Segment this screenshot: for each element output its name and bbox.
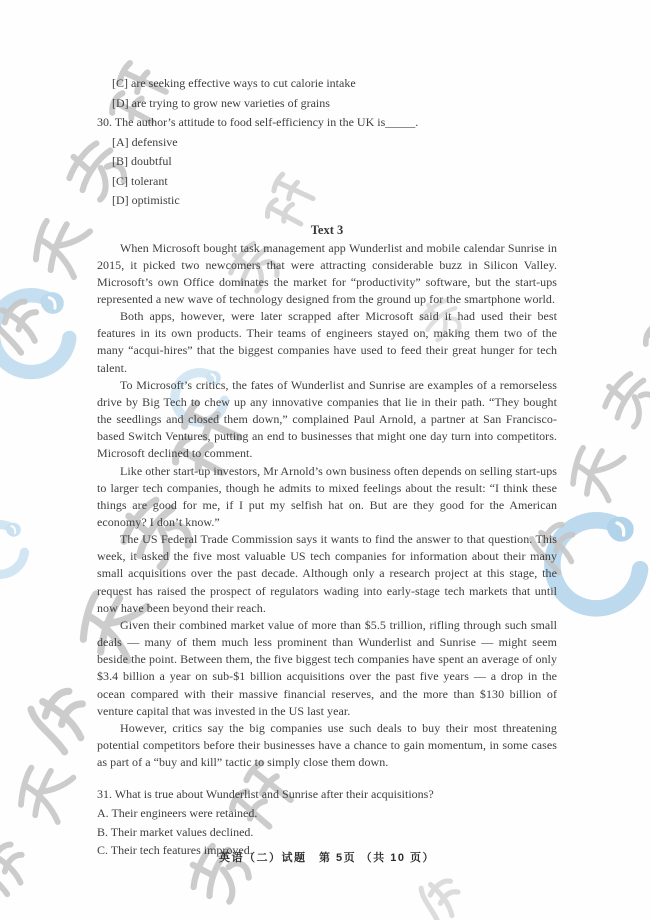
page-footer: 英语（二）试题 第 5页 （共 10 页） [218,852,436,864]
text3-paragraph-3: To Microsoft’s critics, the fates of Wunderlist and Sunrise are examples of a remorseless drive by Big Tech to chew up any innovative companies that lie in their path. “They bought the seedlings and closed them down,” complained Paul Arnold, a partner at San Francisco-based Switch Ventures, putting an end to businesses that might one day turn into competitors. Microsoft declined to comment. [97,377,557,461]
calligraphy-watermark [0,751,83,910]
question30-option-b: [B] doubtful [112,154,172,168]
text3-paragraph-2: Both apps, however, were later scrapped after Microsoft said it had used their best features in its own products. Their teams of engineers stayed on, making them two of the many “acqui-hires” that the biggest companies have used to feed their great hunger for tech talent. [97,309,557,375]
question30-option-d: [D] optimistic [112,193,180,207]
text3-heading: Text 3 [310,222,344,237]
question31-stem: 31. What is true about Wunderlist and Sunrise after their acquisitions? [97,787,434,802]
question29-option-c: [C] are seeking effective ways to cut calorie intake [112,76,356,90]
question30-option-a: [A] defensive [112,134,178,149]
question31-option-b: B. Their market values declined. [97,824,254,839]
question30-stem: 30. The author’s attitude to food self-efficiency in the UK is_____. [97,115,419,129]
question31-option-a: A. Their engineers were retained. [97,806,258,821]
question31-option-c: C. Their tech features improved. [97,843,253,858]
text3-paragraph-6: Given their combined market value of more than $5.5 trillion, rifling through such small deals — many of them much less prominent than Wunderlist and Sunrise — might seem beside the point. Between them, the five biggest tech companies have spent an average of only $3.4 billion a year on sub-$1 billion acquisitions over the past five years — a drop in the ocean compared with their massive financial reserves, and the more than $130 billion of venture capital that was invested in the US last year. [97,617,557,718]
text3-paragraph-7: However, critics say the big companies use such deals to buy their most threatening potential competitors before their businesses have a chance to gain momentum, in some cases as part of a “buy and kill” tactic to simply close them down. [97,720,557,770]
text3-paragraph-5: The US Federal Trade Commission says it wants to find the answer to that question. This week, it asked the five most valuable US tech companies for information about their many small acquisitions over the past decade. Although only a research project at this stage, the request has raised the prospect of regulators wading into early-stage tech markets that until now have been beyond their reach. [97,532,557,615]
brand-logo-watermark [0,520,30,582]
question29-option-d: [D] are trying to grow new varieties of grains [112,95,330,110]
question30-option-c: [C] tolerant [112,173,168,188]
calligraphy-watermark [399,859,478,920]
text3-paragraph-1: When Microsoft bought task management app Wunderlist and mobile calendar Sunrise in 2015, it picked two newcomers that were attracting considerable buzz in Silicon Valley. Microsoft’s own Office dominates the market for “productivity” software, but the start-ups represented a new wave of technology designed from the ground up for the smartphone world. [97,240,557,306]
text3-paragraph-4: Like other start-up investors, Mr Arnold’s own business often depends on selling start-ups to larger tech companies, though he admits to mixed feelings about the result: “I think these things are good for me, if I put my selfish hat on. But are they good for the American economy? I don’t know.” [97,463,557,529]
exam-text-block [97,74,557,860]
